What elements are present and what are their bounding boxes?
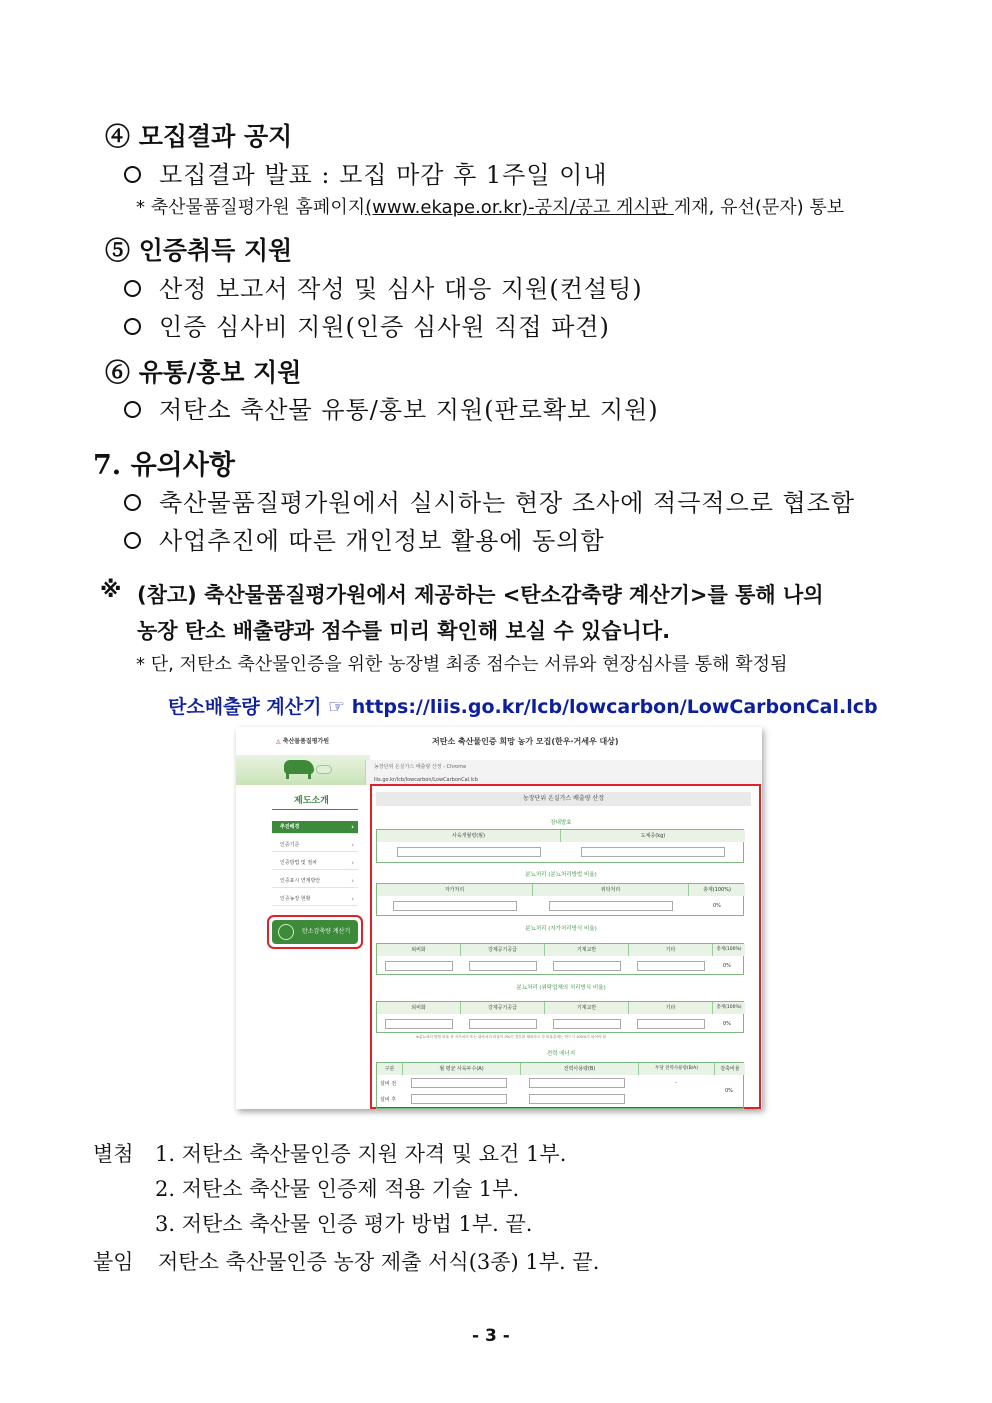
browser-title: 농장단위 온실가스 배출량 산정 - Chrome <box>374 764 467 770</box>
form-title: 농장단위 온실가스 배출량 산정 <box>376 792 751 806</box>
chevron-right-icon: › <box>351 823 354 831</box>
table-manure-method <box>376 883 744 916</box>
sidebar-divider <box>272 809 358 810</box>
cow-leg <box>286 773 289 779</box>
bullet-text: 산정 보고서 작성 및 심사 대응 지원(컨설팅) <box>159 275 643 303</box>
section-5-bullet-1 <box>124 269 643 304</box>
total-value: 0% <box>723 963 731 969</box>
weight-input[interactable] <box>581 847 725 857</box>
chevron-right-icon: › <box>351 877 354 885</box>
table-enteric <box>376 829 744 863</box>
col-head: 감축비율 <box>715 1063 745 1075</box>
org-name: 축산물품질평가원 <box>282 738 330 745</box>
reference-line-1: (참고) 축산물품질평가원에서 제공하는 <탄소감축량 계산기>를 통해 나의 <box>137 583 824 607</box>
section-self-treatment-head: 분뇨처리 (자가처리방식 비율) <box>525 926 597 932</box>
col-head: 위탁처리 <box>533 884 689 896</box>
col-head: 퇴비화 <box>377 944 461 956</box>
col-head: 강제공기공급 <box>461 1002 545 1014</box>
row-label-before: 설비 전 <box>380 1081 397 1087</box>
power-after-input[interactable] <box>529 1094 625 1104</box>
herd-after-input[interactable] <box>411 1094 507 1104</box>
col-head: 기타 <box>629 1002 713 1014</box>
col-head: 총계(100%) <box>689 884 745 896</box>
sidebar-item-farms[interactable] <box>272 893 358 906</box>
attachment-item-3: 3. 저탄소 축산물 인증 평가 방법 1부. 끝. <box>155 1212 533 1236</box>
col-head: 강제공기공급 <box>461 944 545 956</box>
table-energy <box>376 1062 744 1109</box>
age-input[interactable] <box>397 847 541 857</box>
sidebar-item-criteria[interactable] <box>272 839 358 852</box>
sidebar-item-labeling[interactable] <box>272 875 358 888</box>
compost-input[interactable] <box>385 1019 453 1029</box>
col-head: 기타 <box>629 944 713 956</box>
calculator-link-label: 탄소배출량 계산기 ☞ <box>168 696 346 718</box>
calculator-icon <box>278 924 294 940</box>
col-head: 총계(100%) <box>713 944 745 956</box>
circle-bullet-icon <box>124 532 141 549</box>
circle-bullet-icon <box>124 494 141 511</box>
bullet-text: 사업추진에 따른 개인정보 활용에 동의함 <box>159 527 605 555</box>
sidebar-item-label: 추진배경 <box>280 824 300 830</box>
enclosure-label: 붙임 <box>93 1250 134 1274</box>
chevron-right-icon: › <box>351 841 354 849</box>
sidebar-item-label: 인증표시 연계방안 <box>280 878 321 884</box>
section-manure-method-head: 분뇨처리 (분뇨처리방법 비율) <box>525 872 597 878</box>
section-energy-head: 전력 에너지 <box>546 1051 576 1057</box>
section-7-title: 7. 유의사항 <box>93 450 235 481</box>
attachment-item-2: 2. 저탄소 축산물 인증제 적용 기술 1부. <box>155 1177 520 1201</box>
mixing-input[interactable] <box>553 961 621 971</box>
ratio-note: ※분뇨처리 방법 비율 중 자가처리 또는 위탁처리 비율이 0%인 경우를 제외하고 각 비율총계는 반드시 100%가 되어야 함 <box>416 1035 607 1039</box>
circle-bullet-icon <box>124 166 141 183</box>
reduction-value: 0% <box>725 1088 733 1094</box>
reference-mark: ※ <box>100 578 122 603</box>
sidebar-item-label: 인증농장 현황 <box>280 896 311 902</box>
address-bar[interactable]: liis.go.kr/lcb/lowcarbon/LowCarbonCal.lcb <box>374 777 478 783</box>
logo-icon: ◬ <box>276 738 281 745</box>
bullet-text: 인증 심사비 지원(인증 심사원 직접 파견) <box>159 313 610 341</box>
attachments-label: 별첨 <box>93 1142 134 1166</box>
section-enteric-head: 장내발효 <box>550 820 572 826</box>
bullet-text: 저탄소 축산물 유통/홍보 지원(판로확보 지원) <box>159 396 659 424</box>
section-4-bullet-text: 모집결과 발표 : 모집 마감 후 1주일 이내 <box>159 161 608 189</box>
col-head: 전력사용량(B) <box>521 1063 639 1075</box>
herd-before-input[interactable] <box>411 1078 507 1088</box>
consign-input[interactable] <box>549 901 673 911</box>
section-5-title: ⑤ 인증취득 지원 <box>105 236 293 265</box>
cow-icon <box>284 760 314 774</box>
circle-bullet-icon <box>124 318 141 335</box>
section-4-bullet <box>124 155 608 190</box>
self-treat-input[interactable] <box>393 901 517 911</box>
row-label-after: 설비 후 <box>380 1097 397 1103</box>
section-6-bullet-1 <box>124 390 659 425</box>
note-prefix: * 축산물품질평가원 홈페이지 <box>136 197 366 218</box>
reference-footnote: * 단, 저탄소 축산물인증을 위한 농장별 최종 점수는 서류와 현장심사를 통해 확정됨 <box>136 654 788 675</box>
power-before-input[interactable] <box>529 1078 625 1088</box>
col-head: 자가처리 <box>377 884 533 896</box>
section-7-bullet-2 <box>124 521 605 556</box>
cow-leg <box>308 773 311 779</box>
col-head: 총계(100%) <box>713 1002 745 1014</box>
col-head: 기계교반 <box>545 1002 629 1014</box>
col-head: 기계교반 <box>545 944 629 956</box>
note-suffix: 게재, 유선(문자) 통보 <box>673 197 845 218</box>
attachment-item-1: 1. 저탄소 축산물인증 지원 자격 및 요건 1부. <box>155 1142 567 1166</box>
col-head: 도체중(kg) <box>561 830 745 842</box>
chevron-right-icon: › <box>351 859 354 867</box>
calculator-link-row[interactable] <box>168 692 878 719</box>
col-head: 월 평균 사육두수(A) <box>403 1063 521 1075</box>
sidebar-item-background[interactable] <box>272 821 358 834</box>
total-value: 0% <box>723 1021 731 1027</box>
sidebar-item-label: 인증기준 <box>280 842 300 848</box>
sidebar-title: 제도소개 <box>294 796 329 806</box>
org-logo <box>276 736 329 745</box>
sheep-icon <box>316 765 332 774</box>
ekape-homepage-link[interactable]: (www.ekape.or.kr)-공지/공고 게시판 <box>365 197 674 218</box>
table-consign-treatment <box>376 1001 744 1033</box>
aeration-input[interactable] <box>469 1019 537 1029</box>
col-head: 구분 <box>377 1063 403 1075</box>
total-value: 0% <box>713 903 721 909</box>
section-consign-treatment-head: 분뇨처리 (위탁업체의 처리방식 비율) <box>516 985 606 991</box>
calculator-screenshot <box>236 727 762 1109</box>
chevron-right-icon: › <box>351 895 354 903</box>
col-head: 사육개월령(월) <box>377 830 561 842</box>
section-4-title: ④ 모집결과 공지 <box>105 122 293 151</box>
aeration-input[interactable] <box>469 961 537 971</box>
circle-bullet-icon <box>124 280 141 297</box>
banner-title: 저탄소 축산물인증 희망 농가 모집(한우·거세우 대상) <box>432 737 619 746</box>
col-head: 퇴비화 <box>377 1002 461 1014</box>
enclosure-text: 저탄소 축산물인증 농장 제출 서식(3종) 1부. 끝. <box>158 1250 600 1274</box>
page-number: - 3 - <box>472 1326 510 1346</box>
compost-input[interactable] <box>385 961 453 971</box>
section-6-title: ⑥ 유통/홍보 지원 <box>105 358 302 387</box>
other-input[interactable] <box>637 1019 705 1029</box>
sidebar-item-procedure[interactable] <box>272 857 358 870</box>
sidebar-item-label: 인증방법 및 절차 <box>280 860 317 866</box>
calc-button-label: 탄소감축량 계산기 <box>302 928 351 935</box>
table-self-treatment <box>376 943 744 975</box>
circle-bullet-icon <box>124 401 141 418</box>
other-input[interactable] <box>637 961 705 971</box>
mixing-input[interactable] <box>553 1019 621 1029</box>
section-7-bullet-1 <box>124 483 855 518</box>
reference-line-2: 농장 탄소 배출량과 점수를 미리 확인해 보실 수 있습니다. <box>137 619 671 643</box>
bullet-text: 축산물품질평가원에서 실시하는 현장 조사에 적극적으로 협조함 <box>159 489 856 517</box>
col-head: 두당 전력사용량(B/A) <box>639 1063 715 1075</box>
section-5-bullet-2 <box>124 307 610 342</box>
per-head-value: - <box>675 1080 677 1086</box>
calculator-link-url[interactable]: https://liis.go.kr/lcb/lowcarbon/LowCarbonCal.lcb <box>351 696 878 718</box>
section-4-note <box>136 193 844 219</box>
